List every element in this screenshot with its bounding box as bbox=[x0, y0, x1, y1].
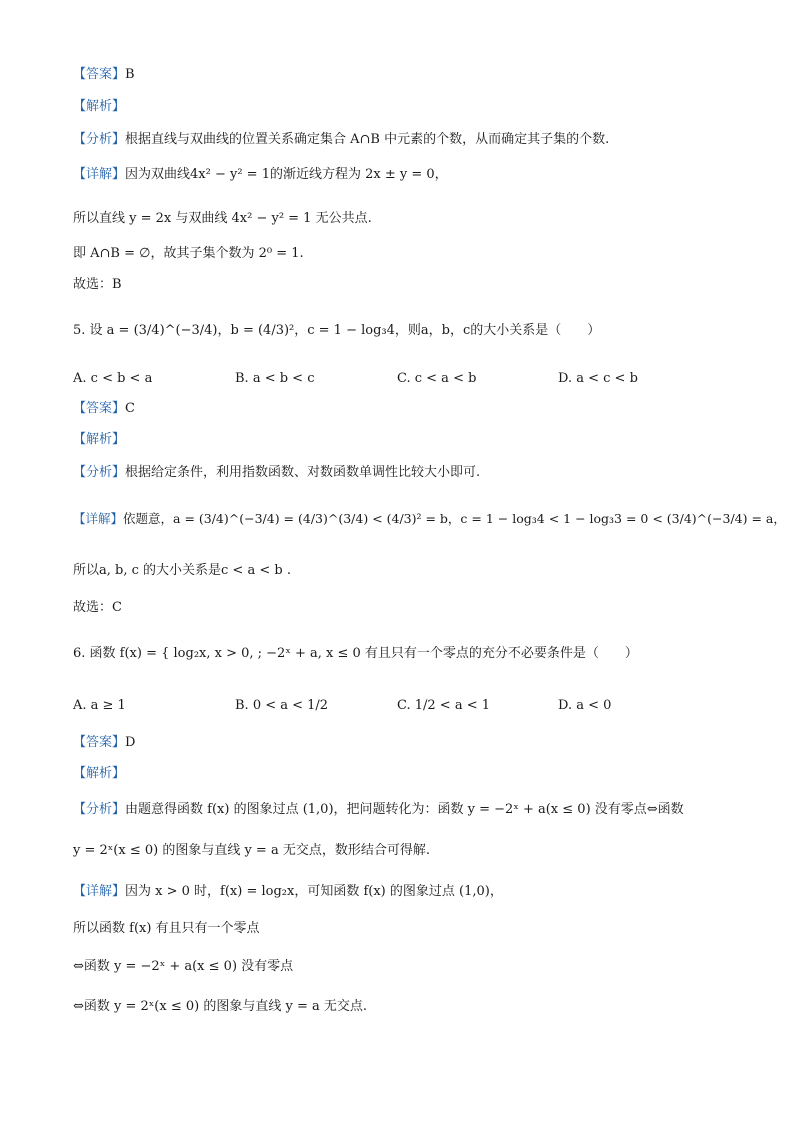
q6-analysis-line-2: y = 2ˣ(x ≤ 0) 的图象与直线 y = a 无交点，数形结合可得解. bbox=[73, 843, 430, 858]
analysis-tag: 【分析】 bbox=[73, 802, 126, 817]
q6-answer-line bbox=[73, 734, 135, 752]
answer-value: B bbox=[125, 67, 135, 82]
answer-tag: 【答案】 bbox=[73, 735, 126, 750]
analysis-text: 根据直线与双曲线的位置关系确定集合 A∩B 中元素的个数，从而确定其子集的个数. bbox=[125, 132, 610, 147]
q5-detail-line bbox=[73, 510, 786, 528]
q5-analysis-line bbox=[73, 464, 480, 482]
q5-option-b: B. a < b < c bbox=[235, 371, 315, 386]
detail-tag: 【详解】 bbox=[73, 511, 124, 526]
q6-detail-line-4: ⇔函数 y = 2ˣ(x ≤ 0) 的图象与直线 y = a 无交点. bbox=[73, 999, 367, 1014]
answer-tag: 【答案】 bbox=[73, 401, 126, 416]
q6-analysis-line bbox=[73, 801, 684, 819]
analysis-text: 根据给定条件，利用指数函数、对数函数单调性比较大小即可. bbox=[125, 465, 481, 480]
q6-option-b: B. 0 < a < 1/2 bbox=[235, 698, 329, 713]
detail-text: 因为双曲线4x² − y² = 1的渐近线方程为 2x ± y = 0， bbox=[125, 167, 448, 182]
q5-jiexi-heading bbox=[73, 431, 125, 449]
q6-jiexi-heading bbox=[73, 765, 125, 783]
q5-answer-line bbox=[73, 400, 135, 418]
q5-detail-line-2: 所以a, b, c 的大小关系是c < a < b . bbox=[73, 563, 291, 578]
q6-detail-line bbox=[73, 883, 503, 901]
q6-option-a: A. a ≥ 1 bbox=[73, 698, 126, 713]
jiexi-tag: 【解析】 bbox=[73, 766, 126, 781]
q6-option-d: D. a < 0 bbox=[558, 698, 612, 713]
q4-choice: 故选：B bbox=[73, 277, 122, 292]
q4-analysis-line bbox=[73, 131, 609, 149]
analysis-text: 由题意得函数 f(x) 的图象过点 (1,0)，把问题转化为：函数 y = −2ˣ + a(x ≤ 0) 没有零点⇔函数 bbox=[125, 802, 684, 817]
jiexi-tag: 【解析】 bbox=[73, 432, 126, 447]
answer-value: D bbox=[125, 735, 136, 750]
q4-jiexi-heading bbox=[73, 98, 125, 116]
detail-tag: 【详解】 bbox=[73, 167, 126, 182]
q5-choice: 故选：C bbox=[73, 600, 122, 615]
q6-detail-line-2: 所以函数 f(x) 有且只有一个零点 bbox=[73, 921, 260, 936]
q6-option-c: C. 1/2 < a < 1 bbox=[397, 698, 491, 713]
q4-detail-line-3: 即 A∩B = ∅，故其子集个数为 2⁰ = 1. bbox=[73, 246, 304, 261]
jiexi-tag: 【解析】 bbox=[73, 99, 126, 114]
q5-option-d: D. a < c < b bbox=[558, 371, 638, 386]
q6-stem: 6. 函数 f(x) = { log₂x, x > 0, ; −2ˣ + a, x ≤ 0 有且只有一个零点的充分不必要条件是（ ） bbox=[73, 646, 638, 661]
q4-detail-line-2: 所以直线 y = 2x 与双曲线 4x² − y² = 1 无公共点. bbox=[73, 211, 372, 226]
q4-answer-line bbox=[73, 66, 135, 84]
answer-value: C bbox=[125, 401, 135, 416]
detail-tag: 【详解】 bbox=[73, 884, 126, 899]
q5-option-a: A. c < b < a bbox=[73, 371, 153, 386]
q6-detail-line-3: ⇔函数 y = −2ˣ + a(x ≤ 0) 没有零点 bbox=[73, 959, 294, 974]
analysis-tag: 【分析】 bbox=[73, 465, 126, 480]
q5-stem: 5. 设 a = (3/4)^(−3/4)，b = (4/3)²，c = 1 − log₃4，则a，b，c的大小关系是（ ） bbox=[73, 323, 601, 338]
detail-text: 依题意，a = (3/4)^(−3/4) = (4/3)^(3/4) < (4/3)² = b，c = 1 − log₃4 < 1 − log₃3 = 0 < (3/4)^(−3/4) = a， bbox=[123, 511, 786, 526]
detail-text: 因为 x > 0 时，f(x) = log₂x，可知函数 f(x) 的图象过点 (1,0)， bbox=[125, 884, 503, 899]
analysis-tag: 【分析】 bbox=[73, 132, 126, 147]
q5-option-c: C. c < a < b bbox=[397, 371, 477, 386]
q4-detail-line bbox=[73, 166, 448, 184]
answer-tag: 【答案】 bbox=[73, 67, 126, 82]
